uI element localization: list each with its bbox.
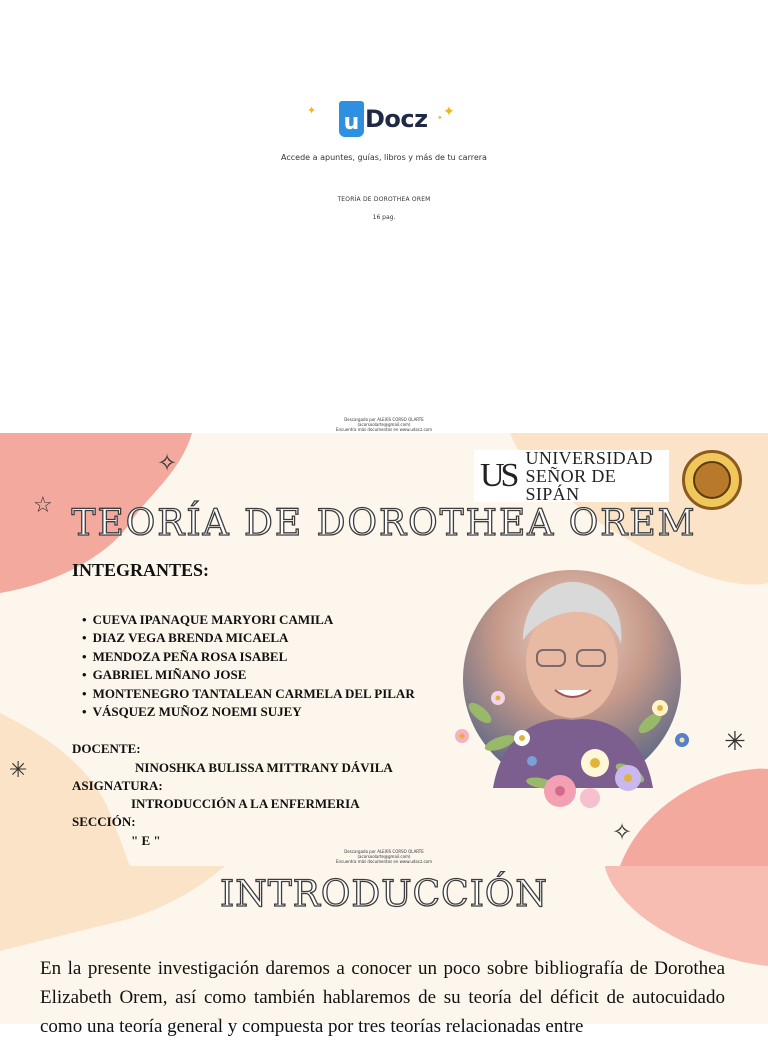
asignatura-value: INTRODUCCIÓN A LA ENFERMERIA [131,796,360,811]
members-list [82,611,415,721]
udocz-logo[interactable] [339,100,428,138]
asterisk-icon: ✳ [9,758,28,783]
asterisk-icon: ✳ [724,727,746,757]
document-title: TEORÍA DE DOROTHEA OREM [337,196,431,203]
members-heading: INTEGRANTES: [72,560,210,580]
download-note-line: (acorsoolarte@gmail.com) [357,422,411,427]
download-note [0,849,768,864]
sparkle-icon: ✦ [443,104,455,120]
star-outline-icon: ✧ [612,818,633,846]
introduction-paragraph: En la presente investigación daremos a conocer un poco sobre bibliografía de Dorothea Elizabeth Orem, así como también hablaremos de su teoría del déficit de autocuidado como una teoría general y compuesta por tres teorías relacionadas entre [40,958,725,1037]
download-note-line: (acorsoolarte@gmail.com) [357,854,411,859]
download-note-line: Descargado por ALEXIS CORSO OLARTE [344,849,424,854]
slide-introduction [0,866,768,1037]
sparkle-icon: ✦ [437,114,443,122]
list-item: • DIAZ VEGA BRENDA MICAELA [82,629,415,647]
university-logo [474,450,669,502]
tagline: Accede a apuntes, guías, libros y más de tu carrera [281,153,487,162]
download-note-line: Encuentra más documentos en www.udocz.com [335,859,433,864]
sparkle-icon: ✦ [307,104,317,117]
page-count: 16 pag. [372,214,396,221]
list-item: • MONTENEGRO TANTALEAN CARMELA DEL PILAR [82,685,415,703]
download-note [0,417,768,432]
university-mark: US [480,457,516,494]
introduction-title: INTRODUCCIÓN [220,874,548,915]
university-name-line1: UNIVERSIDAD [525,448,653,468]
star-outline-icon: ✧ [157,449,178,477]
download-note-line: Descargado por ALEXIS CORSO OLARTE [344,417,424,422]
list-item: • GABRIEL MIÑANO JOSE [82,666,415,684]
docente-value: NINOSHKA BULISSA MITTRANY DÁVILA [135,760,393,775]
star-doodle-icon: ☆ [33,493,53,518]
list-item: • MENDOZA PEÑA ROSA ISABEL [82,648,415,666]
udocz-logo-mark: u [339,101,364,137]
seccion-value: " E " [131,833,161,848]
flower-decoration [450,683,700,823]
asignatura-label: ASIGNATURA: [72,778,163,793]
list-item: • VÁSQUEZ MUÑOZ NOEMI SUJEY [82,703,415,721]
list-item: • CUEVA IPANAQUE MARYORI CAMILA [82,611,415,629]
udocz-logo-text: Docz [365,105,428,133]
university-seal [682,450,742,510]
docente-label: DOCENTE: [72,741,141,756]
cover-page [0,0,768,433]
slide-title: TEORÍA DE DOROTHEA OREM [71,503,697,544]
download-note-line: Encuentra más documentos en www.udocz.com [335,427,433,432]
slide-title-page [0,433,768,866]
seccion-label: SECCIÓN: [72,814,136,829]
university-name-line2: SEÑOR DE SIPÁN [525,466,617,504]
